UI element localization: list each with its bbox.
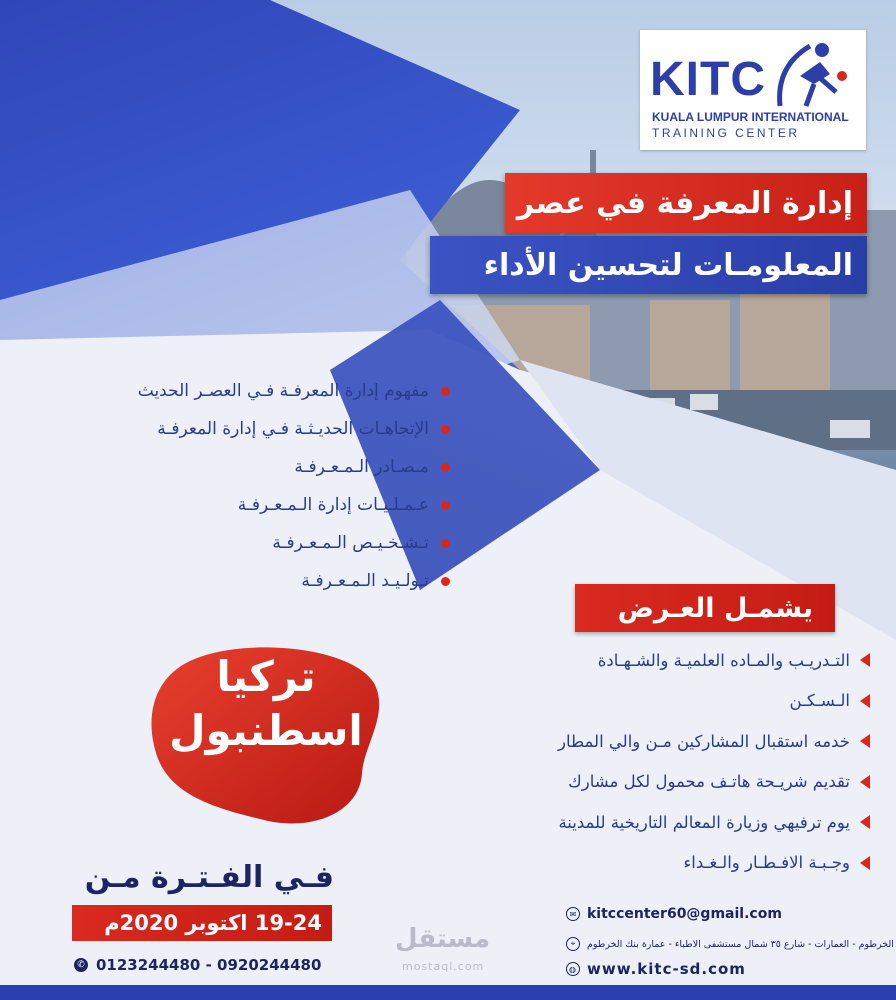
bullet-icon: [441, 463, 450, 472]
offer-text: خدمه استقبال المشاركين مـن والي المطار: [557, 731, 850, 751]
offer-text: الـسـكـن: [789, 691, 850, 711]
list-item: [460, 681, 870, 722]
list-item: [30, 524, 450, 562]
list-item: [460, 721, 870, 762]
triangle-bullet-icon: [860, 775, 870, 789]
offer-heading: يشمـل العـرض: [617, 592, 813, 624]
bullet-icon: [441, 577, 450, 586]
list-item: [460, 640, 870, 681]
website-text: www.kitc-sd.com: [587, 960, 746, 978]
triangle-bullet-icon: [860, 815, 870, 829]
topic-text: تـشـخـيـص الـمـعـرفـة: [272, 533, 429, 553]
logo: [640, 30, 866, 150]
logo-line-1: KUALA LUMPUR INTERNATIONAL: [652, 110, 849, 124]
list-item: [460, 762, 870, 803]
watermark-logo: مستقل: [395, 924, 491, 954]
offer-heading-box: [575, 584, 835, 632]
triangle-bullet-icon: [860, 856, 870, 870]
phone-text: 0123244480 - 0920244480: [96, 956, 322, 974]
address-contact: [566, 937, 894, 951]
location-country: تركيا: [216, 652, 316, 701]
bullet-icon: [441, 539, 450, 548]
period-label: فـي الفـتـرة مـن: [84, 860, 334, 895]
offer-list: [460, 640, 870, 883]
list-item: [30, 410, 450, 448]
logo-line-2: TRAINING CENTER: [652, 126, 800, 140]
topic-text: تـولـيـد الـمـعـرفـة: [301, 571, 429, 591]
list-item: [30, 486, 450, 524]
offer-text: وجـبـة الافـطـار والـغـداء: [683, 853, 850, 873]
email-contact: [566, 906, 782, 922]
period-dates: 19-24 اكتوبر 2020م: [104, 911, 322, 935]
location-pin-icon: ⌖: [566, 937, 580, 951]
list-item: [30, 562, 450, 600]
topic-text: الإتجاهـات الحديـثـة فـي إدارة المعرفـة: [157, 419, 429, 439]
address-text: الخرطوم - العمارات - شارع ٣٥ شمال مستشفى الاطباء - عمارة بنك الخرطوم: [587, 938, 894, 950]
offer-text: يوم ترفيهي وزيارة المعالم التاريخية للمدينة: [558, 812, 850, 832]
triangle-bullet-icon: [860, 694, 870, 708]
offer-text: التـدريـب والمـاده العلميـة والشـهـادة: [597, 650, 850, 670]
triangle-bullet-icon: [860, 734, 870, 748]
logo-wordmark: KITC: [650, 53, 766, 106]
bullet-icon: [441, 425, 450, 434]
topic-text: مفهوم إدارة المعرفـة فـي العصـر الحديث: [137, 381, 429, 401]
website-contact: [566, 960, 746, 978]
bullet-icon: [441, 501, 450, 510]
topics-list: [30, 372, 450, 600]
globe-icon: ◍: [566, 962, 580, 976]
email-icon: ✉: [566, 907, 580, 921]
title-line-2: المعلومـات لتحسين الأداء: [483, 247, 853, 283]
list-item: [30, 372, 450, 410]
location-city: اسطنبول: [169, 706, 363, 755]
bullet-icon: [441, 387, 450, 396]
watermark-url: mostaql.com: [402, 960, 485, 973]
bottom-band: [0, 985, 896, 1000]
list-item: [30, 448, 450, 486]
title-box-red: [505, 173, 867, 233]
phone-numbers: [74, 956, 321, 974]
logo-figure-icon: [770, 36, 850, 114]
triangle-bullet-icon: [860, 653, 870, 667]
email-text: kitccenter60@gmail.com: [587, 906, 782, 922]
topic-text: مـصـادر الـمـعـرفـة: [294, 457, 429, 477]
offer-text: تقديم شريـحة هاتـف محمول لكل مشارك: [568, 772, 850, 792]
phone-icon: ✆: [74, 958, 88, 972]
title-box-blue: [430, 236, 867, 294]
title-line-1: إدارة المعرفة في عصر: [516, 185, 853, 221]
list-item: [460, 843, 870, 884]
topic-text: عـمـلـيـات إدارة الـمـعـرفـة: [237, 495, 429, 515]
list-item: [460, 802, 870, 843]
date-box: [72, 905, 332, 941]
